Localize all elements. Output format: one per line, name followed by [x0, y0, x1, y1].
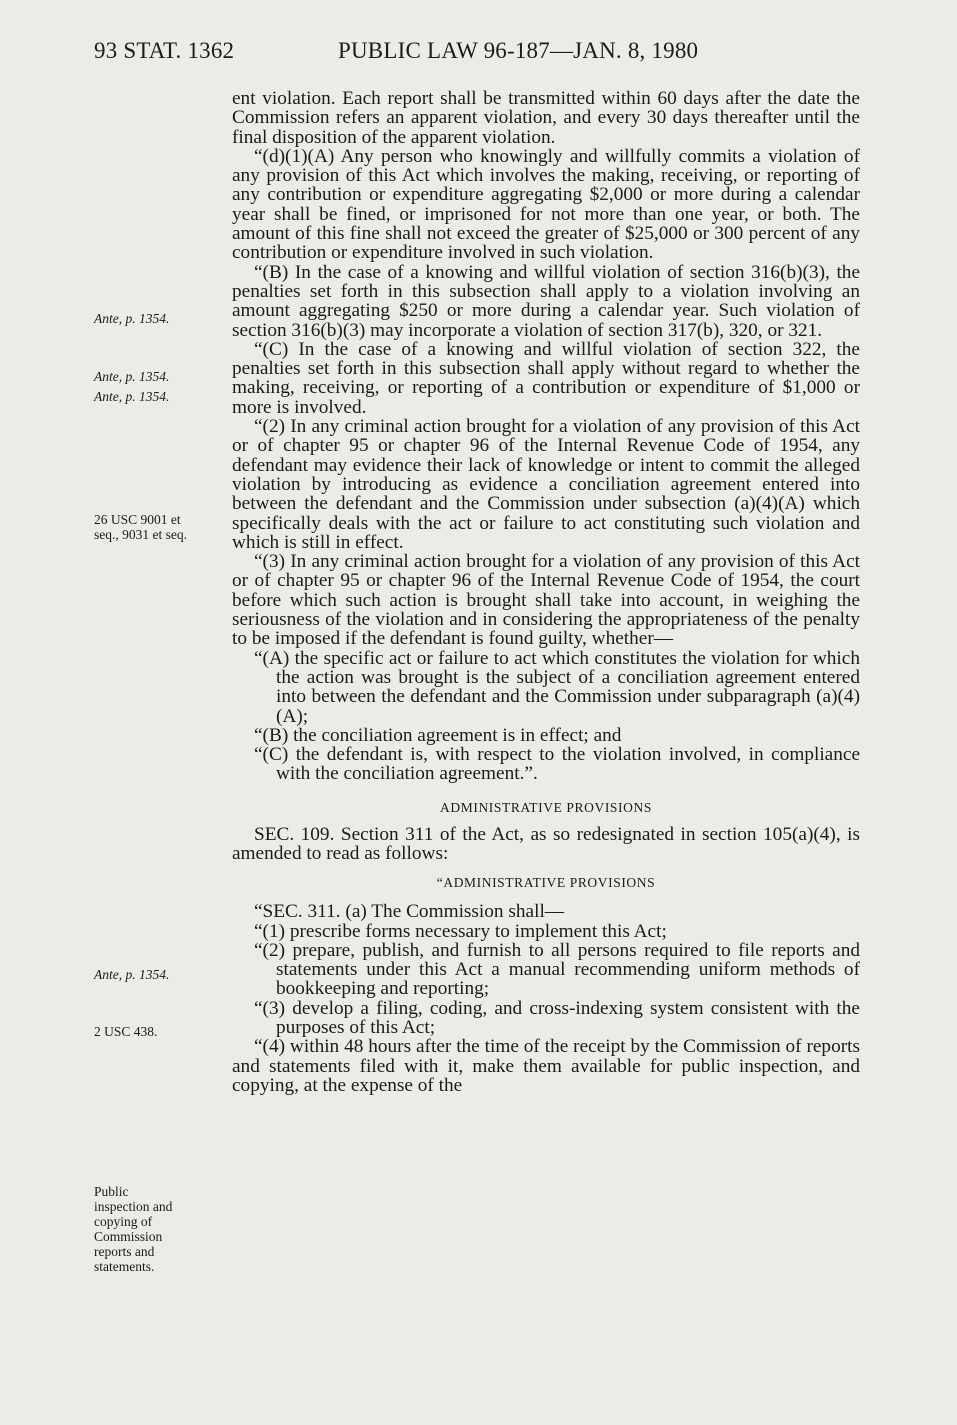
list-item-3: “(3) develop a filing, coding, and cross-indexing system consistent with the purposes of this Act;: [254, 997, 860, 1039]
list-item-4: “(4) within 48 hours after the time of the receipt by the Commission of reports and statements filed with it, make them available for public inspection, and copying, at the expense of the: [232, 1036, 860, 1096]
subparagraph-c: “(C) the defendant is, with respect to the violation involved, in compliance with the conciliation agreement.”.: [254, 744, 860, 785]
section-109: SEC. 109. Section 311 of the Act, as so redesignated in section 105(a)(4), is amended to read as follows:: [232, 823, 860, 864]
statute-text: [232, 89, 860, 1095]
margin-note-public-inspection: Public inspection and copying of Commission reports and statements.: [94, 1184, 173, 1274]
margin-note-usc-9001: 26 USC 9001 et seq., 9031 et seq.: [94, 512, 187, 542]
paragraph-d1a: “(d)(1)(A) Any person who knowingly and willfully commits a violation of any provision of this Act which involves the making, receiving, or reporting of any contribution or expenditure aggregating $2,000 or more during a calendar year shall be fined, or imprisoned for not more than one year, or both. The amount of this fine shall not exceed the greater of $25,000 or 300 percent of any contribution or expenditure involved in such violation.: [232, 145, 860, 264]
subparagraph-b: “(B) the conciliation agreement is in effect; and: [254, 724, 622, 746]
bleed-through-mark: [112, 694, 116, 710]
margin-note-ante: Ante, p. 1354.: [94, 311, 170, 326]
paragraph: ent violation. Each report shall be transmitted within 60 days after the date the Commission refers an apparent violation, and every 30 days thereafter until the final disposition of the apparent violation.: [232, 88, 860, 148]
stat-page-number: 93 STAT. 1362: [94, 38, 235, 63]
margin-note-ante: Ante, p. 1354.: [94, 967, 170, 982]
paragraph-c: “(C) In the case of a knowing and willful violation of section 322, the penalties set forth in this subsection shall apply without regard to whether the making, receiving, or reporting of a contribution or expenditure of $1,000 or more is involved.: [232, 338, 860, 418]
margin-note-ante: Ante, p. 1354.: [94, 369, 170, 384]
paragraph-b: “(B) In the case of a knowing and willful violation of section 316(b)(3), the penalties set forth in this subsection shall apply to a violation involving an amount aggregating $250 or more during a calendar year. Such violation of section 316(b)(3) may incorporate a violation of section 317(b), 320, or 321.: [232, 261, 860, 341]
margin-note-ante: Ante, p. 1354.: [94, 389, 170, 404]
running-head: PUBLIC LAW 96-187—JAN. 8, 1980: [338, 38, 699, 63]
section-311-a: “SEC. 311. (a) The Commission shall—: [254, 901, 565, 923]
paragraph-3: “(3) In any criminal action brought for a violation of any provision of this Act or of chapter 95 or chapter 96 of the Internal Revenue Code of 1954, the court before which such action is brought shall take into account, in weighing the seriousness of the violation and in considering the appropriateness of the penalty to be imposed if the defendant is found guilty, whether—: [232, 551, 860, 650]
list-item-1: “(1) prescribe forms necessary to implement this Act;: [254, 920, 667, 942]
subparagraph-a: “(A) the specific act or failure to act which constitutes the violation for which the action was brought is the subject of a conciliation agreement entered into between the defendant and the Commission under subparagraph (a)(4)(A);: [254, 647, 860, 727]
margin-note-usc-438: 2 USC 438.: [94, 1024, 158, 1039]
section-heading: ADMINISTRATIVE PROVISIONS: [440, 799, 652, 815]
list-item-2: “(2) prepare, publish, and furnish to all persons required to file reports and statements under this Act a manual recommending uniform methods of bookkeeping and reporting;: [254, 939, 860, 1000]
paragraph-2: “(2) In any criminal action brought for a violation of any provision of this Act or of chapter 95 or chapter 96 of the Internal Revenue Code of 1954, any defendant may evidence their lack of knowledge or intent to commit the alleged violation by introducing as evidence a conciliation agreement entered into between the defendant and the Commission under subsection (a)(4)(A) which specifically deals with the act or failure to act constituting such violation and which is still in effect.: [232, 416, 860, 553]
quoted-section-heading: “ADMINISTRATIVE PROVISIONS: [436, 875, 656, 891]
